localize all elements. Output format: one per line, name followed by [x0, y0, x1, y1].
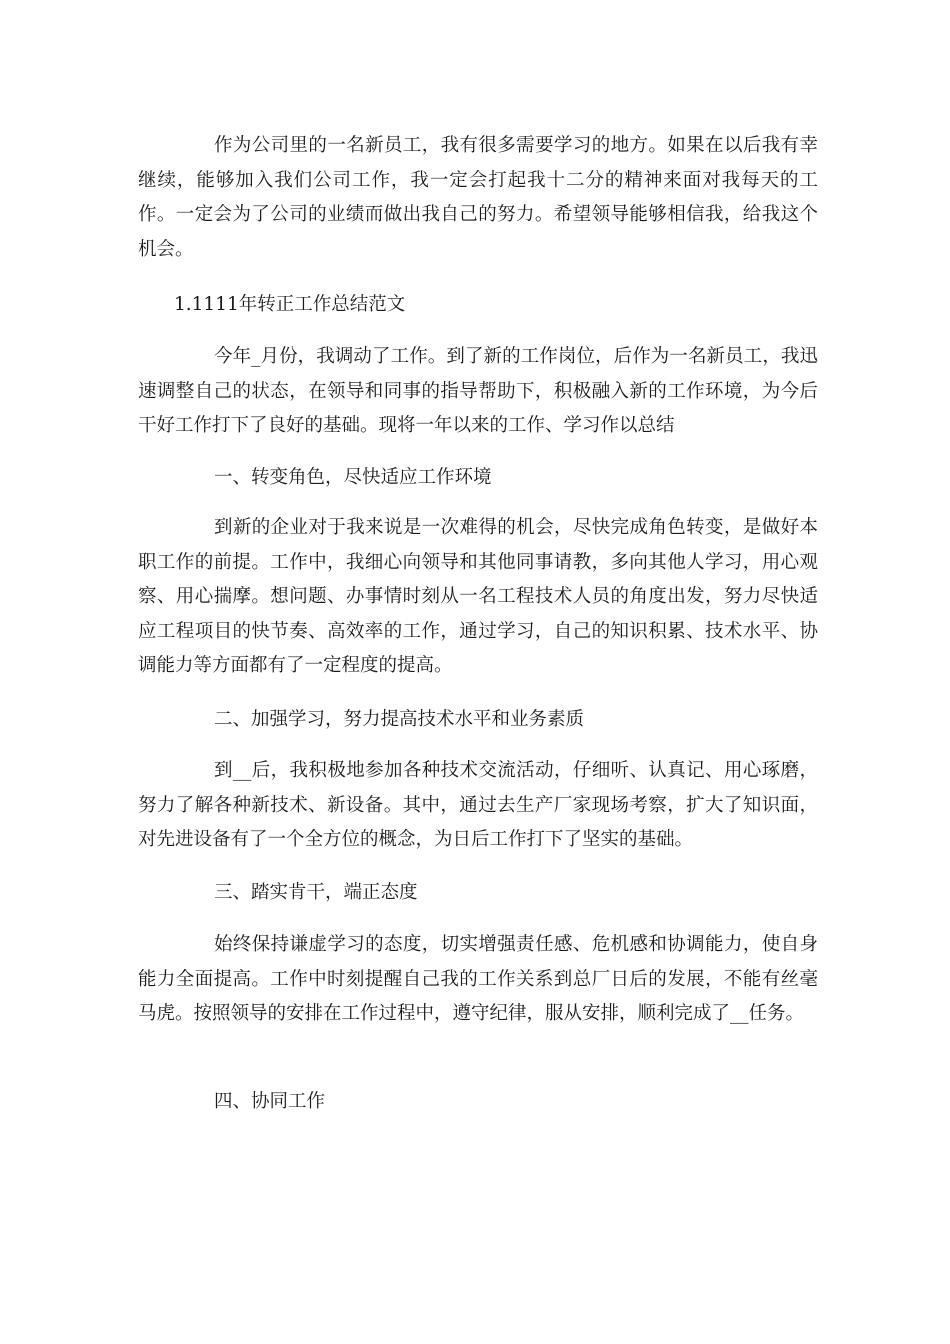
article-title: 1.1111年转正工作总结范文: [174, 294, 406, 315]
section-heading-3: 三、踏实肯干，端正态度: [214, 882, 418, 903]
section-3-paragraph: 始终保持谦虚学习的态度，切实增强责任感、危机感和协调能力，使自身能力全面提高。工作中时刻提醒自己我的工作关系到总厂日后的发展，不能有丝毫马虎。按照领导的安排在工作过程中，遵守纪律，服从安排，顺利完成了__任务。: [138, 934, 818, 1024]
section-heading-1: 一、转变角色，尽快适应工作环境: [214, 467, 492, 488]
section-heading-2: 二、加强学习，努力提高技术水平和业务素质: [214, 709, 585, 730]
section-heading-4: 四、协同工作: [214, 1091, 326, 1112]
section-2-paragraph: 到__后，我积极地参加各种技术交流活动，仔细听、认真记、用心琢磨，努力了解各种新技术、新设备。其中，通过去生产厂家现场考察，扩大了知识面，对先进设备有了一个全方位的概念，为日后工作打下了坚实的基础。: [138, 760, 818, 850]
section-1-paragraph: 到新的企业对于我来说是一次难得的机会，尽快完成角色转变，是做好本职工作的前提。工作中，我细心向领导和其他同事请教，多向其他人学习，用心观察、用心揣摩。想问题、办事情时刻从一名工程技术人员的角度出发，努力尽快适应工程项目的快节奏、高效率的工作，通过学习，自己的知识积累、技术水平、协调能力等方面都有了一定程度的提高。: [138, 517, 818, 676]
summary-paragraph: 今年_月份，我调动了工作。到了新的工作岗位，后作为一名新员工，我迅速调整自己的状态，在领导和同事的指导帮助下，积极融入新的工作环境，为今后干好工作打下了良好的基础。现将一年以来的工作、学习作以总结: [138, 346, 818, 436]
intro-paragraph: 作为公司里的一名新员工，我有很多需要学习的地方。如果在以后我有幸继续，能够加入我们公司工作，我一定会打起我十二分的精神来面对我每天的工作。一定会为了公司的业绩而做出我自己的努力。希望领导能够相信我，给我这个机会。: [138, 135, 818, 260]
